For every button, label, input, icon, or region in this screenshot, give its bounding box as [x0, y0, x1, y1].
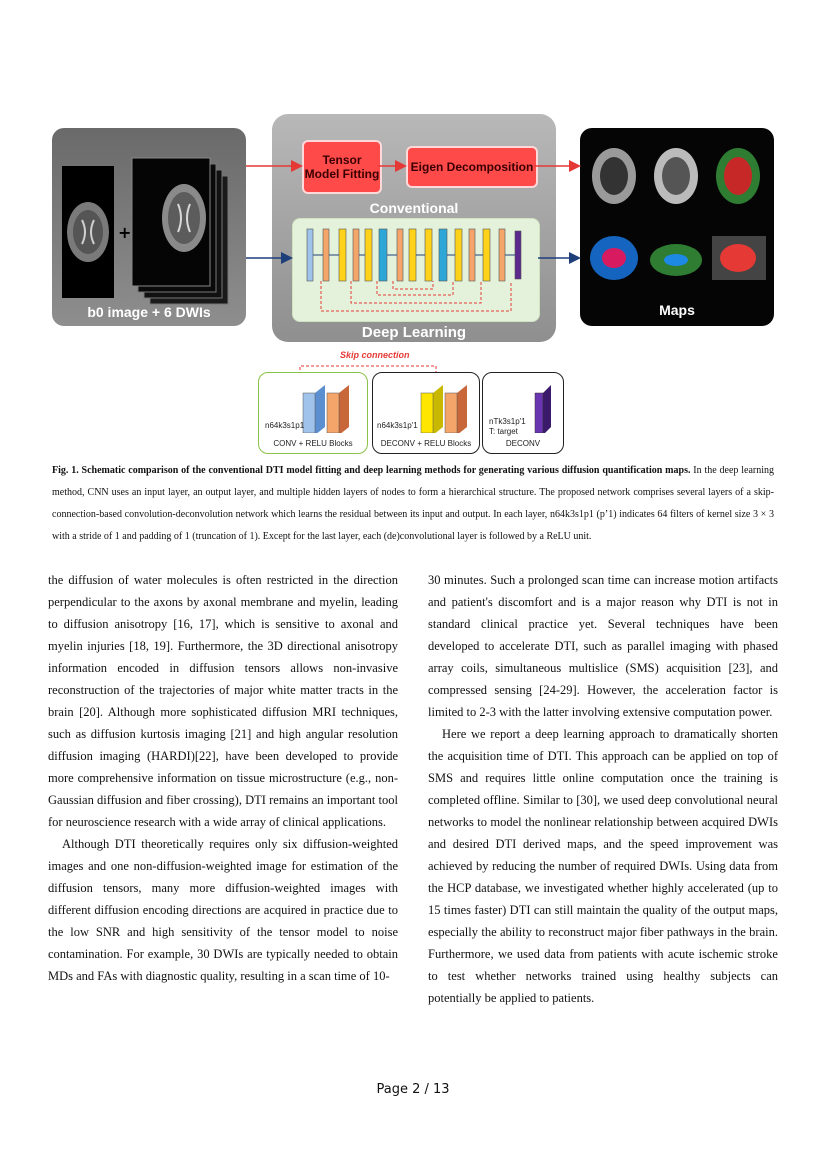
legend-deconv-output — [482, 372, 564, 454]
figure-caption — [52, 460, 774, 548]
left-column — [48, 569, 398, 987]
legend-output-note: T: target — [489, 427, 518, 436]
legend-deconv-code: n64k3s1p'1 — [377, 421, 418, 430]
legend-deconv-name: DECONV + RELU Blocks — [380, 439, 472, 448]
legend-output-code: nTk3s1p'1 — [489, 417, 526, 426]
page-number: Page 2 / 13 — [376, 1082, 450, 1097]
eigen-decomposition-box: Eigen Decomposition — [406, 146, 538, 188]
legend-output-name: DECONV — [505, 439, 541, 448]
maps-panel-label: Maps — [659, 302, 695, 318]
input-panel-label: b0 image + 6 DWIs — [87, 304, 211, 320]
caption-title: Fig. 1. Schematic comparison of the conventional DTI model fitting and deep learning methods for generating various diffusion quantification maps. — [52, 465, 691, 476]
deep-learning-label: Deep Learning — [361, 324, 467, 341]
left-paragraph-1: the diffusion of water molecules is often restricted in the direction perpendicular to the axons by axonal membrane and myelin, leading to diffusion anisotropy [16, 17], which is sensitive to axonal and myelin injuries [18, 19]. Furthermore, the 3D directional anisotropy information encoded in diffusion tensors allows non-invasive reconstruction of the trajectories of major white matter tracts in the brain [20]. Although more sophisticated diffusion MRI techniques, such as diffusion kurtosis imaging [21] and high angular resolution diffusion imaging (HARDI)[22], have been developed to provide more comprehensive information on tissue microstructure (e.g., non-Gaussian diffusion and fiber crossing), DTI remains an important tool for neuroscience research with a wide array of clinical applications. — [48, 573, 398, 829]
legend-conv-name: CONV + RELU Blocks — [273, 439, 353, 448]
svg-text:+: + — [118, 223, 132, 242]
legend-conv-relu — [258, 372, 368, 454]
left-paragraph-2: Although DTI theoretically requires only six diffusion-weighted images and one non-diffusion-weighted image for estimation of the diffusion tensors, many more diffusion-weighted images with different diffusion encoding directions are acquired in practice due to the low SNR and high sensitivity of the tensor model to noise contamination. For example, 30 DWIs are typically needed to obtain MDs and FAs with diagnostic quality, resulting in a scan time of 10- — [48, 837, 398, 983]
legend-deconv-relu — [372, 372, 480, 454]
skip-connection-label: Skip connection — [340, 350, 410, 360]
conventional-label: Conventional — [369, 200, 459, 216]
right-column — [428, 569, 778, 1009]
caption-text: In the deep learning method, CNN uses an input layer, an output layer, and multiple hidden layers of nodes to form a hierarchical structure. The proposed network comprises several layers of a skip-connection-based convolution-deconvolution network which learns the residual between its input and output. In each layer, n64k3s1p1 (p’1) indicates 64 filters of kernel size 3 × 3 with a stride of 1 and padding of 1 (truncation of 1). Except for the last layer, each (de)convolutional layer is followed by a ReLU unit. — [52, 465, 775, 542]
right-paragraph-2: Here we report a deep learning approach to dramatically shorten the acquisition time of DTI. This approach can be applied on top of SMS and requires little online computation once the training is completed offline. Similar to [30], we used deep convolutional neural networks to model the nonlinear relationship between acquired DWIs and desired DTI derived maps, and the speed improvement was achieved by reducing the number of required DWIs. Using data from the HCP database, we investigated whether highly accelerated (up to 15 times faster) DTI can still maintain the quality of the output maps, especially the ability to reconstruct major fiber pathways in the brain. Furthermore, we used data from patients with acute ischemic stroke to test whether networks trained using healthy subjects can potentially be applied to patients. — [428, 727, 778, 1005]
right-paragraph-1: 30 minutes. Such a prolonged scan time can increase motion artifacts and patient's discomfort and is a major reason why DTI is not in standard clinical practice yet. Several techniques have been developed to accelerate DTI, such as parallel imaging with phased array coils, simultaneous multislice (SMS) acquisition [23], and compressed sensing [24-29]. However, the acceleration factor is limited to 2-3 with the latter involving extensive computation power. — [428, 573, 778, 719]
tensor-model-fitting-box: Tensor Model Fitting — [302, 140, 382, 194]
legend-conv-code: n64k3s1p1 — [265, 421, 305, 430]
